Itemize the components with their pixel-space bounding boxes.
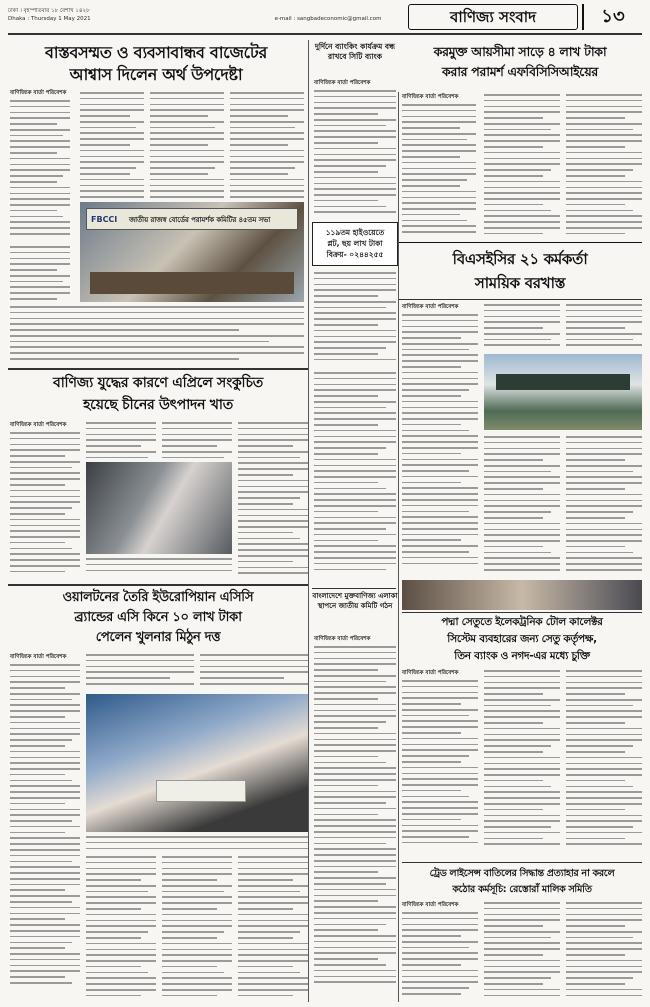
budget-column-4 [230,92,304,202]
tax-byline: বাণিজ্যিক বার্তা পরিবেশক [402,94,459,100]
walton-body-1 [10,664,80,1002]
padma-body-1 [402,680,478,856]
date-line: ঢাকা । বৃহস্পতিবার ১৮ বৈশাখ ১৪২৮ [8,8,90,14]
trade-top-rule [402,862,642,863]
building-sign [496,374,630,390]
trade-byline: বাণিজ্যিক বার্তা পরিবেশক [402,902,459,908]
fund-top-rule [312,588,396,589]
padma-body-2 [484,670,560,856]
walton-top-rule [8,584,308,586]
budget-headline: বাস্তবসম্মত ও ব্যবসাবান্ধব বাজেটের [45,43,267,62]
padma-body-3 [566,670,642,856]
citybank-headline: দুর্দিনে ব্যাংকিং কার্যক্রম বন্ধ রাখবে সিটি ব্যাংক [314,42,395,61]
china-headline-2: হয়েছে চীনের উৎপাদন খাত [83,397,233,413]
column-rule [308,40,309,1002]
china-headline: বাণিজ্য যুদ্ধের কারণে এপ্রিলে সংকুচিত [52,375,263,391]
citybank-byline: বাণিজ্যিক বার্তা পরিবেশক [314,80,371,86]
panel-table [90,272,294,294]
trade-body-3 [566,902,642,1002]
bsec-body-2 [484,304,560,350]
banner [86,208,298,230]
bsec-body-4 [484,436,560,576]
masthead: বাণিজ্য সংবাদ [408,4,578,30]
cheque-board [156,780,246,802]
budget-continued [10,306,304,364]
date-line-english: Dhaka : Thursday 1 May 2021 [8,16,91,22]
tax-body-4 [314,272,396,368]
padma-top-rule [402,612,642,613]
china-body-1 [10,432,80,578]
bsec-headline-2: সাময়িক বরখাস্ত [474,274,566,292]
trade-body-1 [402,912,478,1002]
walton-body-5 [162,856,232,1002]
china-byline: বাণিজ্যিক বার্তা পরিবেশক [10,422,67,428]
budget-column-2 [80,92,144,202]
china-factory-photo [86,462,232,554]
fund-body [314,646,396,1002]
bsec-body-1 [402,314,478,576]
walton-body-4 [86,856,156,1002]
walton-headline: ওয়ালটনের তৈরি ইউরোপিয়ান এসিসি [62,590,254,605]
china-body-4 [238,422,308,578]
bsec-headline: বিএসইসির ২১ কর্মকর্তা [452,250,588,268]
trade-body-2 [484,902,560,1002]
tax-body-1 [402,104,476,238]
bsec-body-5 [566,436,642,576]
column-rule [398,92,399,1002]
padma-signing-photo [402,580,642,610]
banner-text: জাতীয় রাজস্ব বোর্ডের পরামর্শক কমিটির ৪৫তম সভা [129,216,271,224]
citybank-body [314,90,396,218]
budget-column-3 [150,92,224,202]
tax-body-3 [566,94,642,238]
trade-headline-2: কঠোর কর্মসূচি: রেস্তোরাঁ মালিক সমিতি [452,884,592,895]
walton-body-6 [238,856,308,1002]
tax-headline: করমুক্ত আয়সীমা সাড়ে ৪ লাখ টাকা [433,44,607,59]
walton-body-2 [86,654,194,690]
budget-column-1 [10,100,70,240]
walton-headline-2: ব্র্যান্ডের এসি কিনে ১০ লাখ টাকা [74,610,242,625]
bsec-names-list [314,372,396,582]
china-body-2 [86,422,156,460]
padma-headline-2: সিস্টেম ব্যবহারের জন্য সেতু কর্তৃপক্ষ, [447,633,597,645]
trade-headline: ট্রেড লাইসেন্স বাতিলের সিদ্ধান্ত প্রত্যাহার না করলে [429,868,615,879]
budget-headline-2: আশ্বাস দিলেন অর্থ উপদেষ্টা [69,65,243,84]
padma-headline-3: তিন ব্যাংক ও নগদ-এর মধ্যে চুক্তি [454,650,590,662]
header-rule [8,33,642,35]
walton-headline-3: পেলেন খুলনার মিঠুন দত্ত [95,630,221,645]
bsec-headline-box [398,242,642,300]
tax-headline-2: করার পরামর্শ এফবিসিসিআইয়ের [442,64,598,79]
bsec-body-3 [566,304,642,350]
bsec-byline: বাণিজ্যিক বার্তা পরিবেশক [402,304,459,310]
page-number: ১৩ [582,4,642,30]
ad-line-2: প্লট, ছয় লাখ টাকা [327,239,383,248]
budget-column-1b [10,246,70,302]
china-body-3 [162,422,232,460]
bsec-building-photo [484,354,642,430]
walton-body-3 [200,654,308,690]
ad-line-1: ১১৯তম হাইওয়েতে [325,228,385,237]
walton-winner-photo [86,694,308,832]
banner-logo: FBCCI [91,215,118,224]
ad-line-3: বিক্রয়- ০২৪৪২৫৫ [326,250,384,259]
china-photo-caption [86,558,232,578]
fund-byline: বাণিজ্যিক বার্তা পরিবেশক [314,636,371,642]
padma-byline: বাণিজ্যিক বার্তা পরিবেশক [402,670,459,676]
classified-ad [312,222,398,266]
walton-byline: বাণিজ্যিক বার্তা পরিবেশক [10,654,67,660]
tax-body-2 [484,94,560,238]
china-top-rule [8,368,308,370]
email-line: e-mail : sangbadeconomic@gmail.com [274,16,382,22]
walton-photo-caption [86,836,308,852]
budget-byline: বাণিজ্যিক বার্তা পরিবেশক [10,90,67,96]
padma-headline: পদ্মা সেতুতে ইলেকট্রনিক টোল কালেক্টর [441,616,603,628]
fund-headline: বাংলাদেশে মুক্তবাণিজ্য এলাকা স্থাপনে জাতীয় কমিটি গঠন [312,592,398,610]
budget-photo [80,202,304,302]
